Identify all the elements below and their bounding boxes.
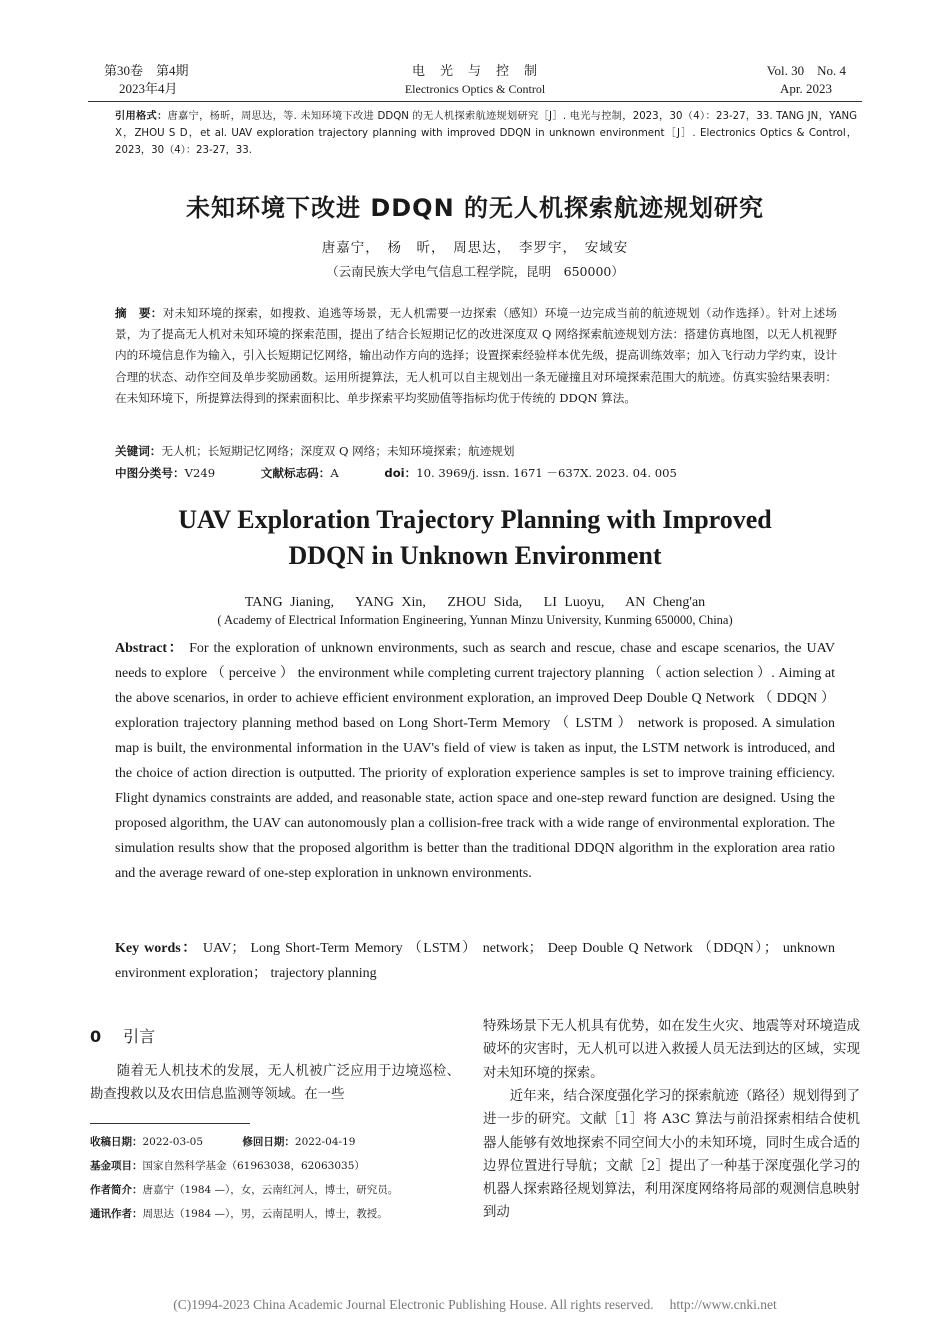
keywords-en (115, 936, 835, 986)
abstract-cn-text: 对未知环境的探索，如搜救、追逃等场景，无人机需要一边探索（感知）环境一边完成当前的航迹规划（动作选择）。针对上述场景，为了提高无人机对未知环境的探索范围，提出了结合长短期记忆的改进深度双 Q 网络探索航迹规划方法：搭建仿真地图，以无人机视野内的环境信息作为输入，引入长短期记忆网络，输出动作方向的选择；设置探索经验样本优先级，提高训练效率；加入飞行动力学约束，设计合理的状态、动作空间及单步奖励函数。运用所提算法，无人机可以自主规划出一条无碰撞且对环境探索范围大的航迹。仿真实验结果表明：在未知环境下，所提算法得到的探索面积比、单步探索平均奖励值等指标均优于传统的 DDQN 算法。 (115, 306, 837, 405)
section-number: 0 (90, 1027, 102, 1046)
header-journal-en: Electronics Optics & Control (404, 82, 546, 96)
header-volume-en: Vol. 30 No. 4 (766, 63, 846, 78)
footnote-rule (90, 1123, 250, 1124)
cnki-link[interactable]: http://www.cnki.net (669, 1297, 777, 1312)
doc-code-value: A (330, 466, 339, 480)
corr-label: 通讯作者： (90, 1208, 143, 1220)
header-date-cn: 2023年4月 (119, 81, 178, 96)
bio-label: 作者简介： (90, 1184, 143, 1196)
revised-label: 修回日期： (242, 1136, 295, 1148)
clc-value: V249 (184, 466, 216, 480)
received-label: 收稿日期： (90, 1136, 143, 1148)
affiliation-cn: （云南民族大学电气信息工程学院，昆明 650000） (326, 264, 624, 279)
intro-right-paragraph-1: 特殊场景下无人机具有优势，如在发生火灾、地震等对环境造成破坏的灾害时，无人机可以进入救援人员无法到达的区域，实现对未知环境的探索。 (483, 1019, 860, 1081)
abstract-cn-label: 摘 要： (115, 306, 163, 320)
fund-text: 国家自然科学基金（61963038，62063035） (142, 1160, 365, 1172)
citation-label: 引用格式： (115, 111, 168, 122)
copyright-footer (0, 1297, 950, 1313)
keywords-en-text: UAV； Long Short-Term Memory （LSTM） network； Deep Double Q Network （DDQN）； unknown environment exploration； trajectory planning (115, 941, 836, 981)
header-date-en: Apr. 2023 (780, 81, 832, 96)
footnote-fund (90, 1155, 470, 1177)
section-title: 引言 (123, 1027, 156, 1046)
bio-text: 唐嘉宁（1984 —），女，云南红河人，博士，研究员。 (142, 1184, 399, 1196)
header-rule (88, 101, 862, 102)
intro-right-paragraph-2: 近年来，结合深度强化学习的探索航迹（路径）规划得到了进一步的研究。文献［1］将 A3C 算法与前沿探索相结合使机器人能够有效地探索不同空间大小的未知环境，同时生成合适的边界位置进行导航；文献［2］提出了一种基于深度强化学习的机器人探索路径规划算法，利用深度网络将局部的观测信息映射到动 (483, 1089, 860, 1221)
authors-cn: 唐嘉宁， 杨 昕， 周思达， 李罗宇， 安域安 (321, 240, 629, 256)
corr-text: 周思达（1984 —），男，云南昆明人，博士，教授。 (142, 1208, 388, 1220)
footnote-dates (90, 1131, 470, 1153)
keywords-cn-label: 关键词： (115, 444, 162, 458)
authors-en: TANG Jianing, YANG Xin, ZHOU Sida, LI Luoyu, AN Cheng'an (244, 595, 706, 610)
footnote-bio (90, 1179, 470, 1201)
copyright-text: (C)1994-2023 China Academic Journal Electronic Publishing House. All rights reserved. (173, 1297, 654, 1312)
affiliation-en: ( Academy of Electrical Information Engineering, Yunnan Minzu University, Kunming 650000, China) (217, 613, 733, 627)
citation-text: 唐嘉宁，杨昕，周思达，等. 未知环境下改进 DDQN 的无人机探索航迹规划研究［J］. 电光与控制，2023，30（4）：23-27，33. TANG JN，YANG X，ZHOU S D，et al. UAV exploration trajectory planning with improved DDQN in unknown environment［J］. Electronics Optics & Control，2023，30（4）：23-27，33. (115, 111, 858, 156)
clc-label: 中图分类号： (115, 466, 185, 480)
intro-left-paragraph: 随着无人机技术的发展，无人机被广泛应用于边境巡检、勘查搜救以及农田信息监测等领域。在一些 (90, 1064, 460, 1103)
header-volume-cn: 第30卷 第4期 (104, 63, 189, 78)
keywords-cn (115, 441, 837, 462)
section-heading (90, 1024, 155, 1047)
doi-value: 10. 3969/j. issn. 1671 －637X. 2023. 04. 005 (416, 466, 677, 480)
footnote-corresponding (90, 1203, 470, 1225)
abstract-cn (115, 303, 837, 409)
abstract-en (115, 636, 835, 886)
keywords-cn-text: 无人机；长短期记忆网络；深度双 Q 网络；未知环境探索；航迹规划 (161, 444, 515, 458)
revised-date: 2022-04-19 (294, 1136, 356, 1148)
page-title-cn: 未知环境下改进 DDQN 的无人机探索航迹规划研究 (185, 194, 765, 222)
doi-label: doi： (384, 466, 417, 480)
citation-block (115, 108, 857, 159)
page-title-en (0, 502, 950, 574)
keywords-en-label: Key words： (115, 941, 198, 956)
page-title-en-text: UAV Exploration Trajectory Planning with Improved DDQN in Unknown Environment (178, 505, 772, 570)
received-date: 2022-03-05 (142, 1136, 204, 1148)
doc-code-label: 文献标志码： (260, 466, 331, 480)
abstract-en-label: Abstract： (115, 641, 185, 656)
abstract-en-text: For the exploration of unknown environments, such as search and rescue, chase and escape scenarios, the UAV needs to explore （ perceive ） the environment while completing current trajectory planning （ action selection ）. Aiming at the above scenarios, in order to achieve efficient environment exploration, an improved Deep Double Q Network （ DDQN ） exploration trajectory planning method based on Long Short-Term Memory （ LSTM ） network is proposed. A simulation map is built, the environmental information in the UAV's field of view is taken as input, the LSTM network is introduced, and the choice of action direction is outputted. The priority of exploration experience samples is set to improve training efficiency. Flight dynamics constraints are added, and reasonable state, action space and one-step reward function are designed. Using the proposed algorithm, the UAV can autonomously plan a collision-free track with a wide range of environmental exploration. The simulation results show that the proposed algorithm is better than the traditional DDQN algorithm in the exploration area ratio and the average reward of one-step exploration in unknown environments. (115, 641, 836, 881)
classification-row (115, 463, 837, 484)
fund-label: 基金项目： (90, 1160, 143, 1172)
header-journal-cn: 电 光 与 控 制 (411, 63, 538, 78)
